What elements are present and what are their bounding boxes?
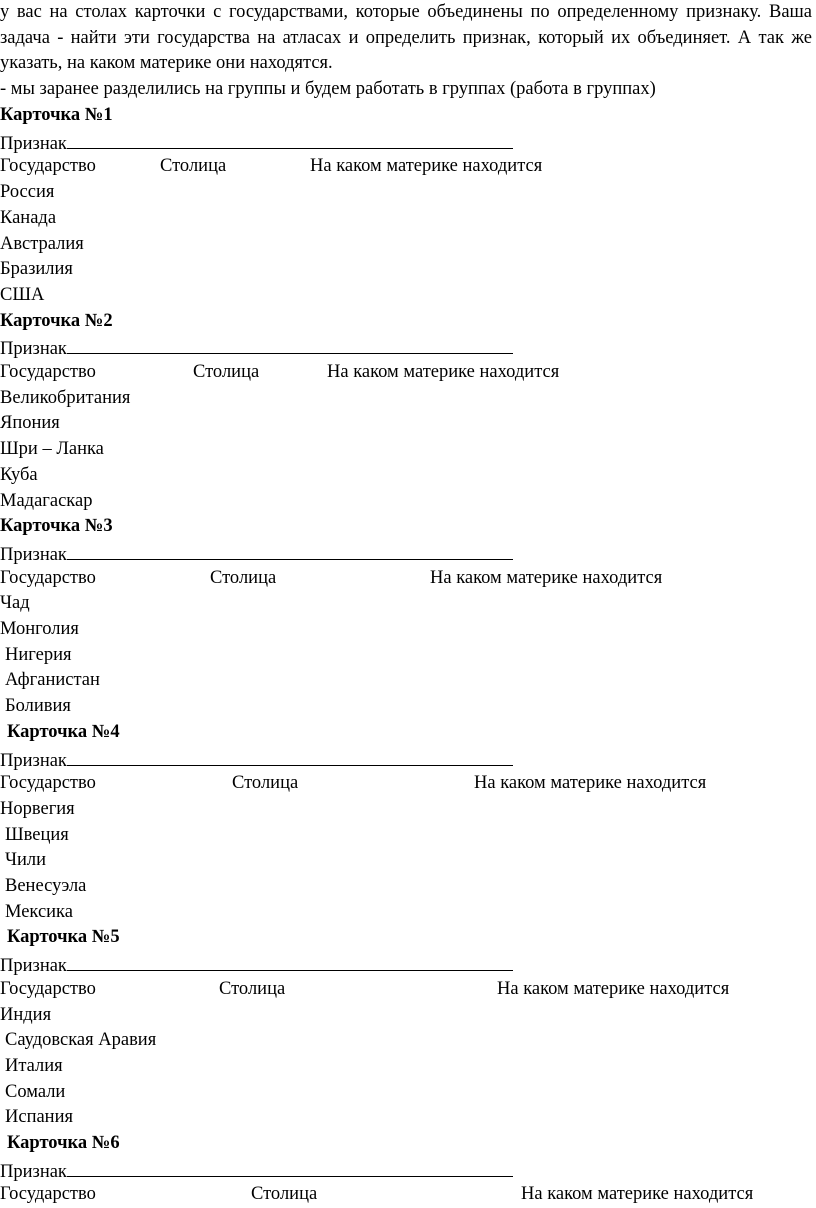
feature-answer-line bbox=[67, 746, 513, 766]
header-country: Государство bbox=[0, 978, 96, 999]
country-item: Сомали bbox=[5, 1081, 66, 1102]
feature-label: Признак bbox=[0, 544, 67, 565]
country-item: Шри – Ланка bbox=[0, 439, 104, 460]
intro bbox=[0, 0, 812, 103]
country-item: Италия bbox=[5, 1055, 63, 1076]
header-row bbox=[0, 154, 816, 180]
feature-label: Признак bbox=[0, 339, 67, 360]
card-title: Карточка №5 bbox=[7, 927, 120, 948]
header-row bbox=[0, 566, 816, 592]
country-item: Боливия bbox=[5, 696, 71, 717]
card-title: Карточка №3 bbox=[0, 516, 113, 537]
country-item: Великобритания bbox=[0, 387, 131, 408]
header-capital: Столица bbox=[251, 1184, 318, 1205]
card-title: Карточка №4 bbox=[7, 721, 120, 742]
header-country: Государство bbox=[0, 567, 96, 588]
header-row bbox=[0, 771, 816, 797]
feature-answer-line bbox=[67, 129, 513, 149]
feature-label: Признак bbox=[0, 750, 67, 771]
country-item: Швеция bbox=[5, 824, 69, 845]
feature-row bbox=[0, 129, 513, 155]
card-title: Карточка №6 bbox=[7, 1133, 120, 1153]
card-title: Карточка №2 bbox=[0, 310, 113, 331]
header-continent: На каком материке находится bbox=[327, 362, 560, 382]
country-item: Испания bbox=[5, 1107, 73, 1128]
header-capital: Столица bbox=[232, 773, 299, 794]
header-continent: На каком материке находится bbox=[430, 567, 663, 588]
country-item: Мадагаскар bbox=[0, 490, 93, 511]
feature-label: Признак bbox=[0, 133, 67, 154]
country-item: Нигерия bbox=[5, 644, 72, 665]
header-country: Государство bbox=[0, 362, 96, 382]
header-continent: На каком материке находится bbox=[474, 773, 707, 794]
header-country: Государство bbox=[0, 156, 96, 177]
country-item: Чад bbox=[0, 593, 30, 614]
country-item: Мексика bbox=[5, 901, 73, 922]
feature-row bbox=[0, 1157, 513, 1183]
header-capital: Столица bbox=[219, 978, 286, 999]
country-item: Индия bbox=[0, 1004, 52, 1025]
header-country: Государство bbox=[0, 773, 96, 794]
feature-row bbox=[0, 540, 513, 566]
country-item: Канада bbox=[0, 207, 57, 228]
header-continent: На каком материке находится bbox=[521, 1184, 754, 1205]
intro-paragraph-2: - мы заранее разделились на группы и будем работать в группах (работа в группах) bbox=[0, 79, 656, 100]
header-row bbox=[0, 1182, 816, 1208]
country-item: Саудовская Аравия bbox=[5, 1030, 157, 1051]
country-item: Афганистан bbox=[5, 670, 100, 691]
country-item: Австралия bbox=[0, 233, 84, 254]
header-row bbox=[0, 977, 816, 1003]
feature-row bbox=[0, 334, 513, 360]
header-capital: Столица bbox=[210, 567, 277, 588]
feature-row bbox=[0, 951, 513, 977]
header-row bbox=[0, 360, 816, 386]
country-item: Чили bbox=[5, 850, 47, 871]
header-continent: На каком материке находится bbox=[497, 978, 730, 999]
feature-row bbox=[0, 746, 513, 772]
header-capital: Столица bbox=[193, 362, 260, 382]
feature-label: Признак bbox=[0, 956, 67, 977]
header-country: Государство bbox=[0, 1184, 96, 1205]
card-title: Карточка №1 bbox=[0, 105, 113, 125]
header-continent: На каком материке находится bbox=[310, 156, 543, 177]
country-item: Япония bbox=[0, 413, 60, 434]
country-item: США bbox=[0, 284, 45, 305]
country-item: Норвегия bbox=[0, 798, 75, 819]
feature-answer-line bbox=[67, 540, 513, 560]
feature-answer-line bbox=[67, 334, 513, 354]
header-capital: Столица bbox=[160, 156, 227, 177]
feature-answer-line bbox=[67, 951, 513, 971]
country-item: Куба bbox=[0, 464, 38, 485]
feature-answer-line bbox=[67, 1157, 513, 1177]
feature-label: Признак bbox=[0, 1161, 67, 1182]
country-item: Монголия bbox=[0, 619, 79, 639]
intro-paragraph-1: у вас на столах карточки с государствами, которые объединены по определенному признаку. Ваша задача - найти эти государства на атласах и определить признак, который их объединяет. А так же указать, на каком материке они находятся. bbox=[0, 2, 812, 74]
country-item: Бразилия bbox=[0, 259, 73, 280]
country-item: Венесуэла bbox=[5, 876, 87, 896]
country-item: Россия bbox=[0, 182, 55, 203]
